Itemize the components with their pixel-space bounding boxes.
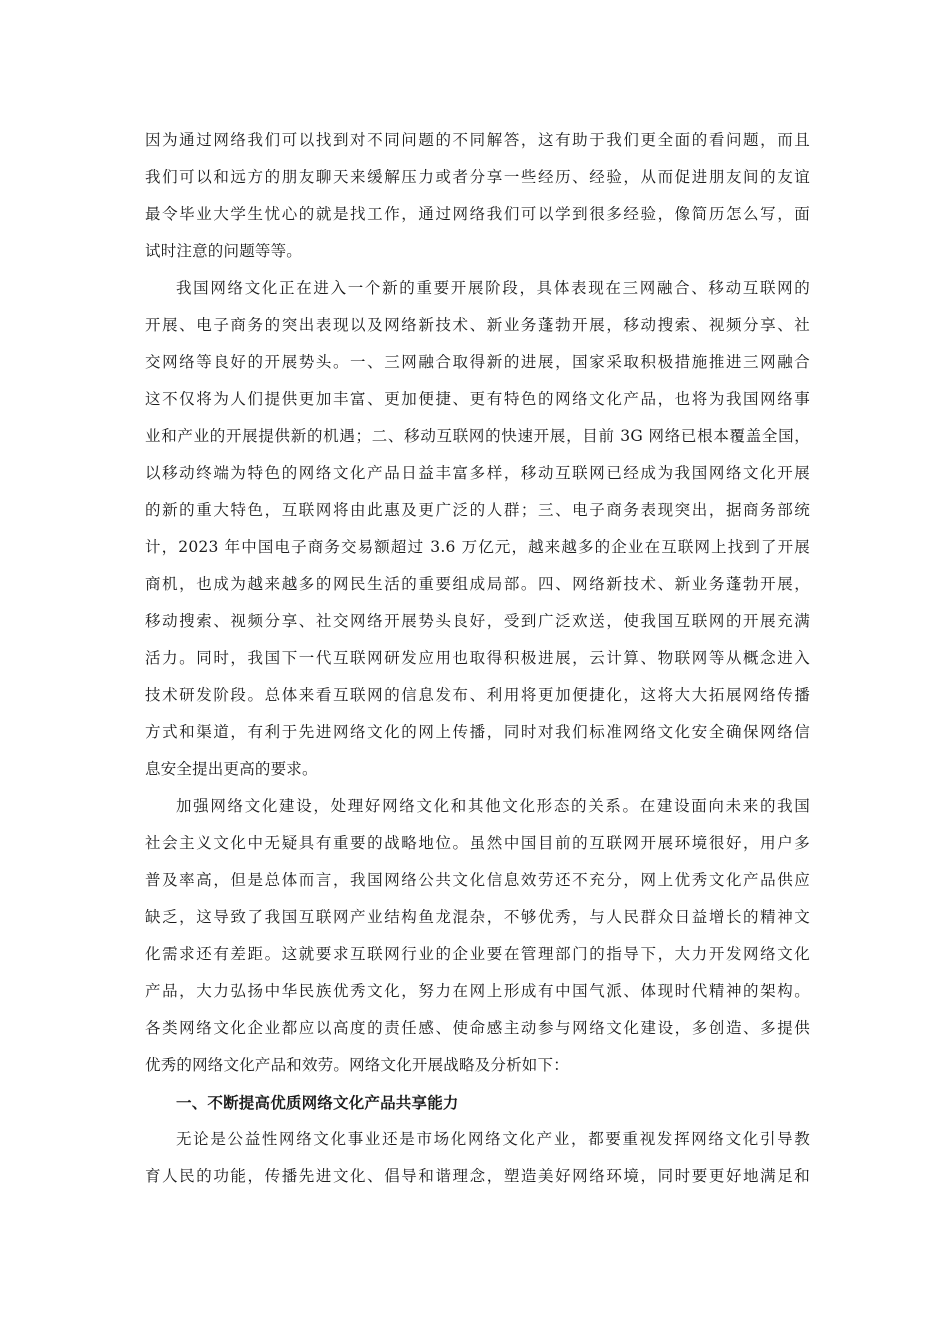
text-line: 社会主义文化中无疑具有重要的战略地位。虽然中国目前的互联网开展环境很好，用户多 bbox=[145, 834, 810, 852]
text-line: 我国网络文化正在进入一个新的重要开展阶段，具体表现在三网融合、移动互联网的 bbox=[176, 279, 810, 297]
text-line: 我们可以和远方的朋友聊天来缓解压力或者分享一些经历、经验，从而促进朋友间的友谊 bbox=[145, 168, 810, 186]
text-line: 普及率高，但是总体而言，我国网络公共文化信息效劳还不充分，网上优秀文化产品供应 bbox=[145, 871, 810, 889]
text-line: 无论是公益性网络文化事业还是市场化网络文化产业，都要重视发挥网络文化引导教 bbox=[176, 1130, 810, 1148]
text-line: 息安全提出更高的要求。 bbox=[145, 760, 318, 778]
text-line: 最令毕业大学生忧心的就是找工作，通过网络我们可以学到很多经验，像简历怎么写，面 bbox=[145, 205, 810, 223]
text-line: 加强网络文化建设，处理好网络文化和其他文化形态的关系。在建设面向未来的我国 bbox=[176, 797, 810, 815]
section-heading: 一、不断提高优质网络文化产品共享能力 bbox=[176, 1093, 459, 1112]
text-line: 以移动终端为特色的网络文化产品日益丰富多样，移动互联网已经成为我国网络文化开展 bbox=[145, 464, 810, 482]
text-line: 技术研发阶段。总体来看互联网的信息发布、利用将更加便捷化，这将大大拓展网络传播 bbox=[145, 686, 810, 704]
text-line: 育人民的功能，传播先进文化、倡导和谐理念，塑造美好网络环境，同时要更好地满足和 bbox=[145, 1167, 810, 1185]
text-line: 活力。同时，我国下一代互联网研发应用也取得积极进展，云计算、物联网等从概念进入 bbox=[145, 649, 810, 667]
paragraph-2 bbox=[145, 270, 810, 788]
text-line: 化需求还有差距。这就要求互联网行业的企业要在管理部门的指导下，大力开发网络文化 bbox=[145, 945, 810, 963]
text-line: 交网络等良好的开展势头。一、三网融合取得新的进展，国家采取积极措施推进三网融合 bbox=[145, 353, 810, 371]
text-line: 商机，也成为越来越多的网民生活的重要组成局部。四、网络新技术、新业务蓬勃开展， bbox=[145, 575, 810, 593]
text-line: 方式和渠道，有利于先进网络文化的网上传播，同时对我们标准网络文化安全确保网络信 bbox=[145, 723, 810, 741]
text-line: 的新的重大特色，互联网将由此惠及更广泛的人群；三、电子商务表现突出，据商务部统 bbox=[145, 501, 810, 519]
text-line: 产品，大力弘扬中华民族优秀文化，努力在网上形成有中国气派、体现时代精神的架构。 bbox=[145, 982, 810, 1000]
text-line: 开展、电子商务的突出表现以及网络新技术、新业务蓬勃开展，移动搜索、视频分享、社 bbox=[145, 316, 810, 334]
paragraph-1 bbox=[145, 122, 810, 270]
text-line: 优秀的网络文化产品和效劳。网络文化开展战略及分析如下： bbox=[145, 1056, 569, 1074]
document-body bbox=[145, 122, 810, 1195]
text-line: 业和产业的开展提供新的机遇；二、移动互联网的快速开展，目前 3G 网络已根本覆盖全国， bbox=[145, 427, 810, 445]
paragraph-3 bbox=[145, 788, 810, 1084]
text-line: 各类网络文化企业都应以高度的责任感、使命感主动参与网络文化建设，多创造、多提供 bbox=[145, 1019, 810, 1037]
text-line: 因为通过网络我们可以找到对不同问题的不同解答，这有助于我们更全面的看问题，而且 bbox=[145, 131, 810, 149]
paragraph-4 bbox=[145, 1121, 810, 1195]
text-line: 计，2023 年中国电子商务交易额超过 3.6 万亿元，越来越多的企业在互联网上找到了开展 bbox=[145, 538, 810, 556]
text-line: 缺乏，这导致了我国互联网产业结构鱼龙混杂，不够优秀，与人民群众日益增长的精神文 bbox=[145, 908, 810, 926]
text-line: 移动搜索、视频分享、社交网络开展势头良好，受到广泛欢送，使我国互联网的开展充满 bbox=[145, 612, 810, 630]
text-line: 这不仅将为人们提供更加丰富、更加便捷、更有特色的网络文化产品，也将为我国网络事 bbox=[145, 390, 810, 408]
text-line: 试时注意的问题等等。 bbox=[145, 242, 303, 260]
